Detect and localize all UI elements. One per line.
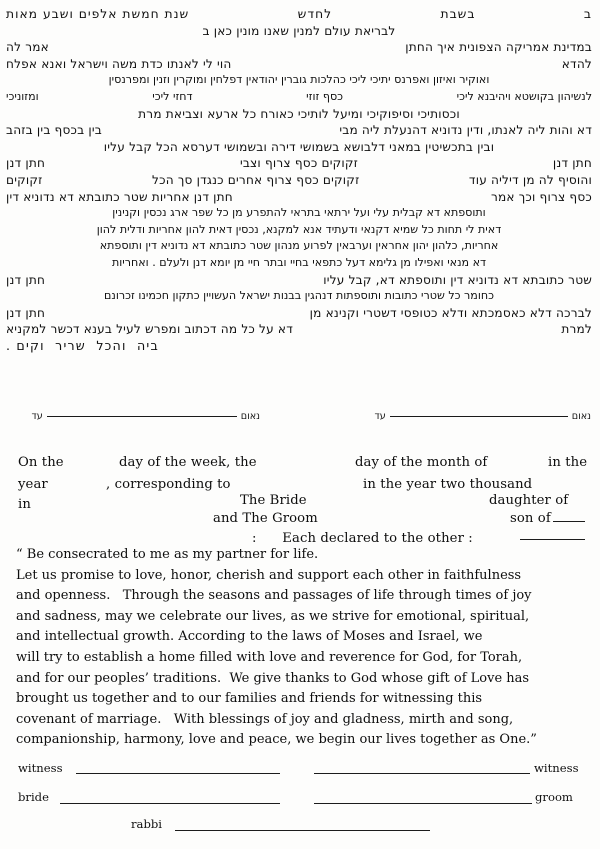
hebrew-line-h18 — [0, 288, 600, 305]
field-on-the: On the — [18, 455, 64, 470]
hebrew-segment: ומזוניכי — [6, 89, 39, 103]
field-year: year — [18, 477, 48, 492]
hebrew-line-h20 — [0, 321, 600, 338]
hebrew-segment: אחריות, כלהון יהון אחראין וערבאין לפרוע מנהון שטר כתובתא דא נדוניא דין ותוספתא — [99, 239, 499, 253]
witness-label-naum-right: נאום — [571, 411, 591, 422]
hebrew-line-h1 — [0, 6, 600, 23]
hebrew-segment: כחומר כל שטרי כתובות ותוספתות דנהגין בבנות ישראל העשויין כתקון חכמינו זכרונם — [104, 289, 494, 303]
witness-label-ed-right: עד — [374, 411, 386, 422]
hebrew-text-block — [0, 6, 600, 354]
bride-rule[interactable] — [60, 803, 280, 804]
hebrew-segment: כסף זוזי — [306, 89, 344, 103]
hebrew-segment: חתן דנן — [6, 156, 46, 171]
witness-right-label: witness — [534, 761, 579, 775]
hebrew-segment: למרת — [561, 322, 592, 337]
hebrew-segment: דא על כל מה דכתוב ומפרש לעיל בענא דכשר למקניא — [6, 322, 294, 337]
witness-right-rule[interactable] — [314, 773, 530, 774]
hebrew-line-h19 — [0, 305, 600, 322]
hebrew-segment: לחדש — [297, 7, 333, 21]
vow-line: “ Be consecrated to me as my partner for life. — [16, 547, 319, 562]
groom-label: groom — [535, 790, 573, 804]
hebrew-segment: וכסותיכי וסיפוקיכי ומיעל לותיכי כאורח כל ארעא וצביאת מרת — [138, 106, 460, 121]
rabbi-label: rabbi — [131, 817, 163, 831]
hebrew-segment: זקוקים כסף צרוף אחרים כנגדן סך הכל — [152, 172, 360, 187]
hebrew-line-h21 — [0, 338, 600, 355]
signature-rule[interactable] — [47, 416, 237, 417]
hebrew-segment: ובין בתכשיטין במאני דלבושא בשמושי דירה ובשמושי דערסא הכל קבל עליו — [103, 139, 495, 154]
vow-line: and openness. Through the seasons and passages of life through times of joy — [16, 588, 532, 604]
hebrew-line-h8 — [0, 122, 600, 139]
field-the-bride: The Bride — [240, 493, 307, 508]
hebrew-segment: במדינת אמריקה הצפונית איך החתן — [405, 40, 592, 55]
hebrew-segment: דאית לי תחות כל שמיא דקנאי ודעתיד אנא למקנא, נכסין דאית להון אחריות ודלית להון — [96, 222, 502, 236]
witness-label-ed-left: עד — [31, 411, 43, 422]
hebrew-segment: להדא — [561, 56, 592, 71]
hebrew-segment: חתן דנן — [6, 305, 46, 320]
hebrew-line-h11 — [0, 172, 600, 189]
hebrew-segment: בין בכסף בין בזהב — [6, 123, 102, 138]
vow-line: Let us promise to love, honor, cherish and support each other in faithfulness — [16, 567, 522, 583]
vow-line: will try to establish a home filled with love and reverence for God, for Torah, — [16, 649, 523, 665]
signature-rule[interactable] — [390, 416, 568, 417]
hebrew-line-h9 — [0, 139, 600, 156]
witness-signature-right — [353, 411, 591, 422]
field-son-of: son of — [510, 511, 551, 526]
hebrew-segment: זקוקים כסף צרוף וצבי — [239, 156, 359, 171]
hebrew-line-h17 — [0, 272, 600, 289]
hebrew-segment: דחזי ליכי — [152, 89, 193, 103]
hebrew-line-h14 — [0, 222, 600, 239]
hebrew-segment: שנת חמשת אלפים ושבע מאות — [6, 7, 190, 21]
field-in: in — [18, 497, 31, 512]
hebrew-segment: ב — [583, 7, 592, 21]
hebrew-line-h5 — [0, 72, 600, 89]
hebrew-segment: שטר כתובתא דא נדוניא דין ותוספתא דא, קבל עליו — [323, 272, 592, 287]
field-day-of-the-week: day of the week, the — [119, 455, 257, 470]
hebrew-line-h15 — [0, 238, 600, 255]
hebrew-line-h7 — [0, 106, 600, 123]
hebrew-segment: זקוקים — [6, 172, 43, 187]
hebrew-segment: חתן דנן — [552, 156, 592, 171]
hebrew-segment: לברכה דלא כאסמכתא ודלא כטופסי דשטרי וקנינא מן — [309, 305, 592, 320]
hebrew-segment: הוי לי לאנתו כדת משה וישראל ואנא אפלח — [6, 56, 232, 71]
vow-line: and intellectual growth. According to the laws of Moses and Israel, we — [16, 629, 483, 645]
hebrew-line-h6 — [0, 89, 600, 106]
vow-line: and sadness, may we celebrate our lives, as we strive for emotional, spiritual, — [16, 608, 530, 624]
hebrew-line-h10 — [0, 155, 600, 172]
hebrew-segment: בשבת — [440, 7, 476, 21]
hebrew-line-h2 — [0, 23, 600, 40]
bride-label: bride — [18, 790, 49, 804]
groom-rule[interactable] — [314, 803, 532, 804]
vow-line: companionship, harmony, love and peace, we begin our lives together as One.” — [16, 732, 537, 748]
hebrew-segment: כסף צרוף וכך אמר — [490, 189, 592, 204]
son-of-rule[interactable] — [553, 521, 585, 522]
field-in-the: in the — [548, 455, 588, 470]
field-corresponding-to: , corresponding to — [106, 477, 231, 492]
hebrew-segment: חתן דנן — [6, 272, 46, 287]
hebrew-segment: ותוספתא דא קבלית עלי ועל ירתאי בתראי להתפרע מן כל שפר ארג נכסין וקנינין — [112, 206, 486, 220]
witness-left-label: witness — [18, 761, 63, 775]
each-declared-rule[interactable] — [520, 539, 585, 540]
witness-signature-left — [10, 411, 260, 422]
field-day-of-the-month-of: day of the month of — [355, 455, 488, 470]
hebrew-line-h12 — [0, 189, 600, 206]
hebrew-segment: דא והות ליה לאנתו, ודין נדוניא דהנעלת ליה מבי — [339, 123, 592, 138]
rabbi-rule[interactable] — [175, 830, 430, 831]
witness-label-naum-left: נאום — [240, 411, 260, 422]
field-and-the-groom: and The Groom — [213, 511, 318, 526]
field-each-declared-to-the-other: : Each declared to the other : — [252, 531, 473, 546]
hebrew-segment: דא מנאי ואפילו מן גלימא דעל כתפאי בחיי ובתר חיי מן יומא דנן ולעלם . ואחריות — [111, 255, 487, 269]
hebrew-line-h13 — [0, 205, 600, 222]
hebrew-segment: חתן דנן אחריות שטר כתובתא דא נדוניא דין — [6, 189, 233, 204]
hebrew-line-h3 — [0, 39, 600, 56]
hebrew-segment: ואוקיר ואיזון ואפרנס יתיכי ליכי כהלכות גוברין יהודאין דפלחין ומוקרין וזנין ומפרנסין — [108, 73, 490, 87]
hebrew-segment: לנשיהון בקושטא ויהיבנא ליכי — [456, 89, 592, 103]
vow-line: brought us together and to our families and friends for witnessing this — [16, 691, 483, 707]
vow-line: and for our peoples’ traditions. We give thanks to God whose gift of Love has — [16, 670, 530, 686]
hebrew-line-h4 — [0, 56, 600, 73]
hebrew-segment: אמר לה — [6, 40, 49, 55]
vow-line: covenant of marriage. With blessings of joy and gladness, mirth and song, — [16, 711, 514, 727]
hebrew-segment: ביה והכל שריר וקים . — [6, 337, 159, 353]
witness-left-rule[interactable] — [76, 773, 280, 774]
hebrew-line-h16 — [0, 255, 600, 272]
vow-paragraph — [16, 545, 588, 751]
field-daughter-of: daughter of — [489, 493, 569, 508]
field-in-the-year-two-thousand: in the year two thousand — [363, 477, 533, 492]
hebrew-segment: לבריאת עולם למנין שאנו מונין כאן ב — [202, 23, 396, 38]
hebrew-segment: והוסיף לה מן דיליה עוד — [468, 172, 592, 187]
